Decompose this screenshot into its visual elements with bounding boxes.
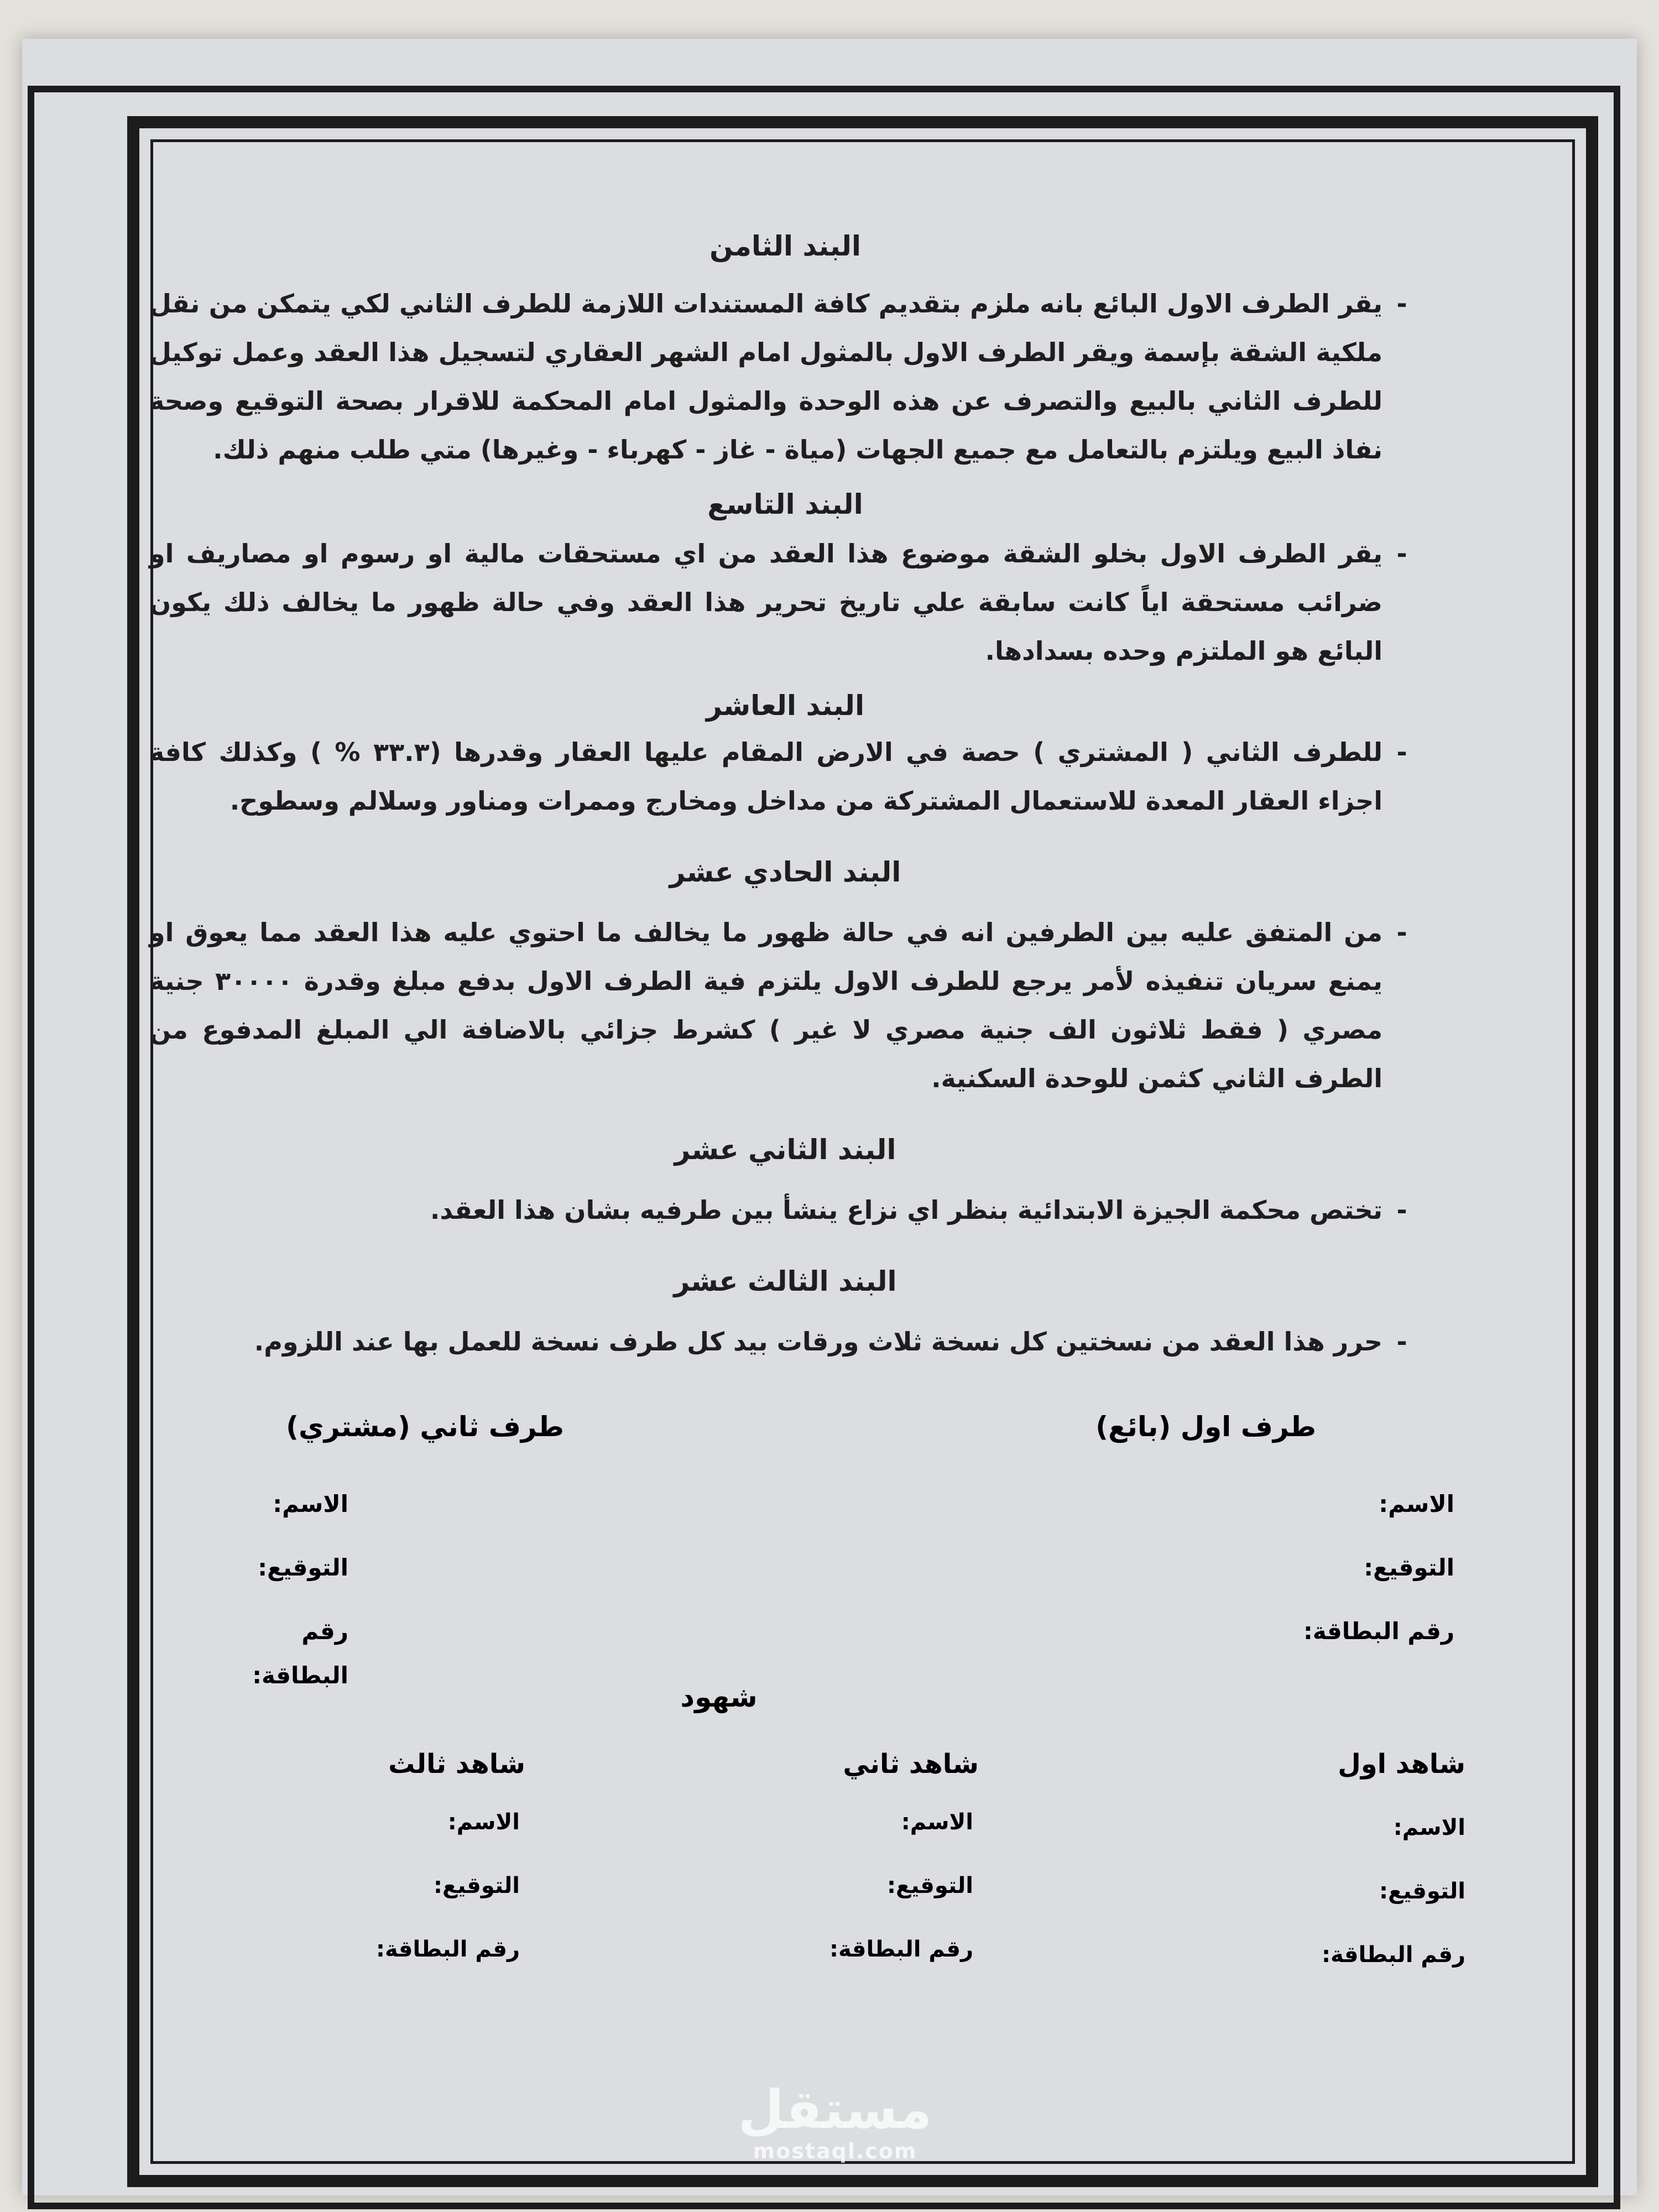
witness-signature-label: التوقيع:: [1379, 1879, 1465, 1904]
second-party-signature-label: التوقيع:: [258, 1554, 348, 1581]
second-party-id-label: رقم البطاقة:: [252, 1618, 348, 1689]
clause-text: يقر الطرف الاول البائع بانه ملزم بتقديم كافة المستندات اللازمة للطرف الثاني لكي يتمكن من نقل ملكية الشقة بإسمة ويقر الطرف الاول بالمثول امام الشهر العقاري لتسجيل هذا العقد وعمل توكيل للطرف الثاني بالبيع والتصرف عن هذه الوحدة والمثول امام المحكمة للاقرار بصحة التوقيع وصحة نفاذ البيع ويلتزم بالتعامل مع جميع الجهات (مياة - غاز - كهرباء - وغيرها) متي طلب منهم ذلك.: [149, 289, 1383, 465]
witnesses-block: [359, 1742, 1465, 2030]
witness-first: [1244, 1742, 1465, 1999]
witness-signature-label: التوقيع:: [434, 1873, 520, 1898]
first-party: [957, 1405, 1454, 1673]
clause-text: تختص محكمة الجيزة الابتدائية بنظر اي نزاع ينشأ بين طرفيه بشان هذا العقد.: [430, 1195, 1383, 1225]
clause-title: البند العاشر: [706, 690, 865, 722]
clause-text: من المتفق عليه بين الطرفين انه في حالة ظهور ما يخالف ما احتوي عليه هذا العقد مما يعوق او يمنع سريان تنفيذه لأمر يرجع للطرف الاول يلتزم فية الطرف الاول بدفع مبلغ وقدرة ٣٠٠٠٠ جنية مصري ( فقط ثلاثون الف جنية مصري لا غير ) كشرط جزائي بالاضافة الي المبلغ المدفوع من الطرف الثاني كثمن للوحدة السكنية.: [149, 917, 1383, 1093]
clause-item: [149, 728, 1421, 825]
bullet-dash: -: [1396, 539, 1407, 568]
witness-name-label: الاسم:: [447, 1809, 520, 1835]
clause-12: [149, 1130, 1421, 1234]
watermark-latin: mostaql.com: [753, 2139, 917, 2163]
second-party: [210, 1405, 708, 1717]
second-party-heading: طرف ثاني (مشتري): [286, 1411, 564, 1443]
bullet-dash: -: [1396, 289, 1407, 319]
watermark-arabic: مستقل: [738, 2079, 932, 2141]
clause-11: [149, 853, 1421, 1103]
clause-title: البند الثاني عشر: [674, 1134, 896, 1166]
clause-8: [149, 227, 1421, 474]
bullet-dash: -: [1396, 737, 1407, 767]
clause-title: البند التاسع: [707, 488, 863, 520]
clause-13: [149, 1262, 1421, 1366]
parties-signature-block: [127, 1405, 1454, 1689]
witness-heading: شاهد ثالث: [388, 1749, 525, 1780]
clause-text: للطرف الثاني ( المشتري ) حصة في الارض المقام عليها العقار وقدرها (٣٣.٣ % ) وكذلك كافة اجزاء العقار المعدة للاستعمال المشتركة من مداخل ومخارج وممرات ومناور وسلالم وسطوح.: [149, 737, 1383, 816]
clause-item: [149, 1186, 1421, 1234]
witness-second: [758, 1742, 979, 1994]
witness-name-label: الاسم:: [1393, 1815, 1465, 1840]
clause-text: يقر الطرف الاول بخلو الشقة موضوع هذا العقد من اي مستحقات مالية او رسوم او مصاريف او ضرائب مستحقة اياً كانت سابقة علي تاريخ تحرير هذا العقد وفي حالة ظهور ما يخالف ذلك يكون البائع هو الملتزم وحده بسدادها.: [149, 539, 1383, 666]
witness-id-label: رقم البطاقة:: [1322, 1942, 1465, 1968]
first-party-name-label: الاسم:: [1379, 1490, 1454, 1517]
witness-heading: شاهد ثاني: [843, 1749, 979, 1780]
witness-third: [304, 1742, 525, 1994]
first-party-signature-label: التوقيع:: [1364, 1554, 1454, 1581]
first-party-id-label: رقم البطاقة:: [1303, 1618, 1454, 1645]
contract-clauses: [149, 227, 1421, 1377]
clause-item: [149, 1317, 1421, 1366]
clause-item: [149, 529, 1421, 675]
clause-item: [149, 908, 1421, 1103]
clause-title: البند الثالث عشر: [674, 1265, 897, 1297]
bullet-dash: -: [1396, 1195, 1407, 1225]
second-party-name-label: الاسم:: [273, 1490, 348, 1517]
witness-heading: شاهد اول: [1338, 1749, 1465, 1780]
clause-item: [149, 279, 1421, 474]
clause-title: البند الثامن: [709, 230, 862, 262]
bullet-dash: -: [1396, 917, 1407, 947]
clause-9: [149, 485, 1421, 675]
witness-id-label: رقم البطاقة:: [830, 1937, 973, 1962]
witness-signature-label: التوقيع:: [887, 1873, 973, 1898]
clause-10: [149, 686, 1421, 825]
mostaql-watermark: [724, 2079, 946, 2162]
witness-id-label: رقم البطاقة:: [376, 1937, 520, 1962]
clause-text: حرر هذا العقد من نسختين كل نسخة ثلاث ورقات بيد كل طرف نسخة للعمل بها عند اللزوم.: [254, 1327, 1383, 1357]
bullet-dash: -: [1396, 1327, 1407, 1357]
first-party-heading: طرف اول (بائع): [1095, 1411, 1316, 1443]
witnesses-title: شهود: [680, 1681, 758, 1713]
witness-name-label: الاسم:: [901, 1809, 973, 1835]
clause-title: البند الحادي عشر: [669, 856, 901, 888]
